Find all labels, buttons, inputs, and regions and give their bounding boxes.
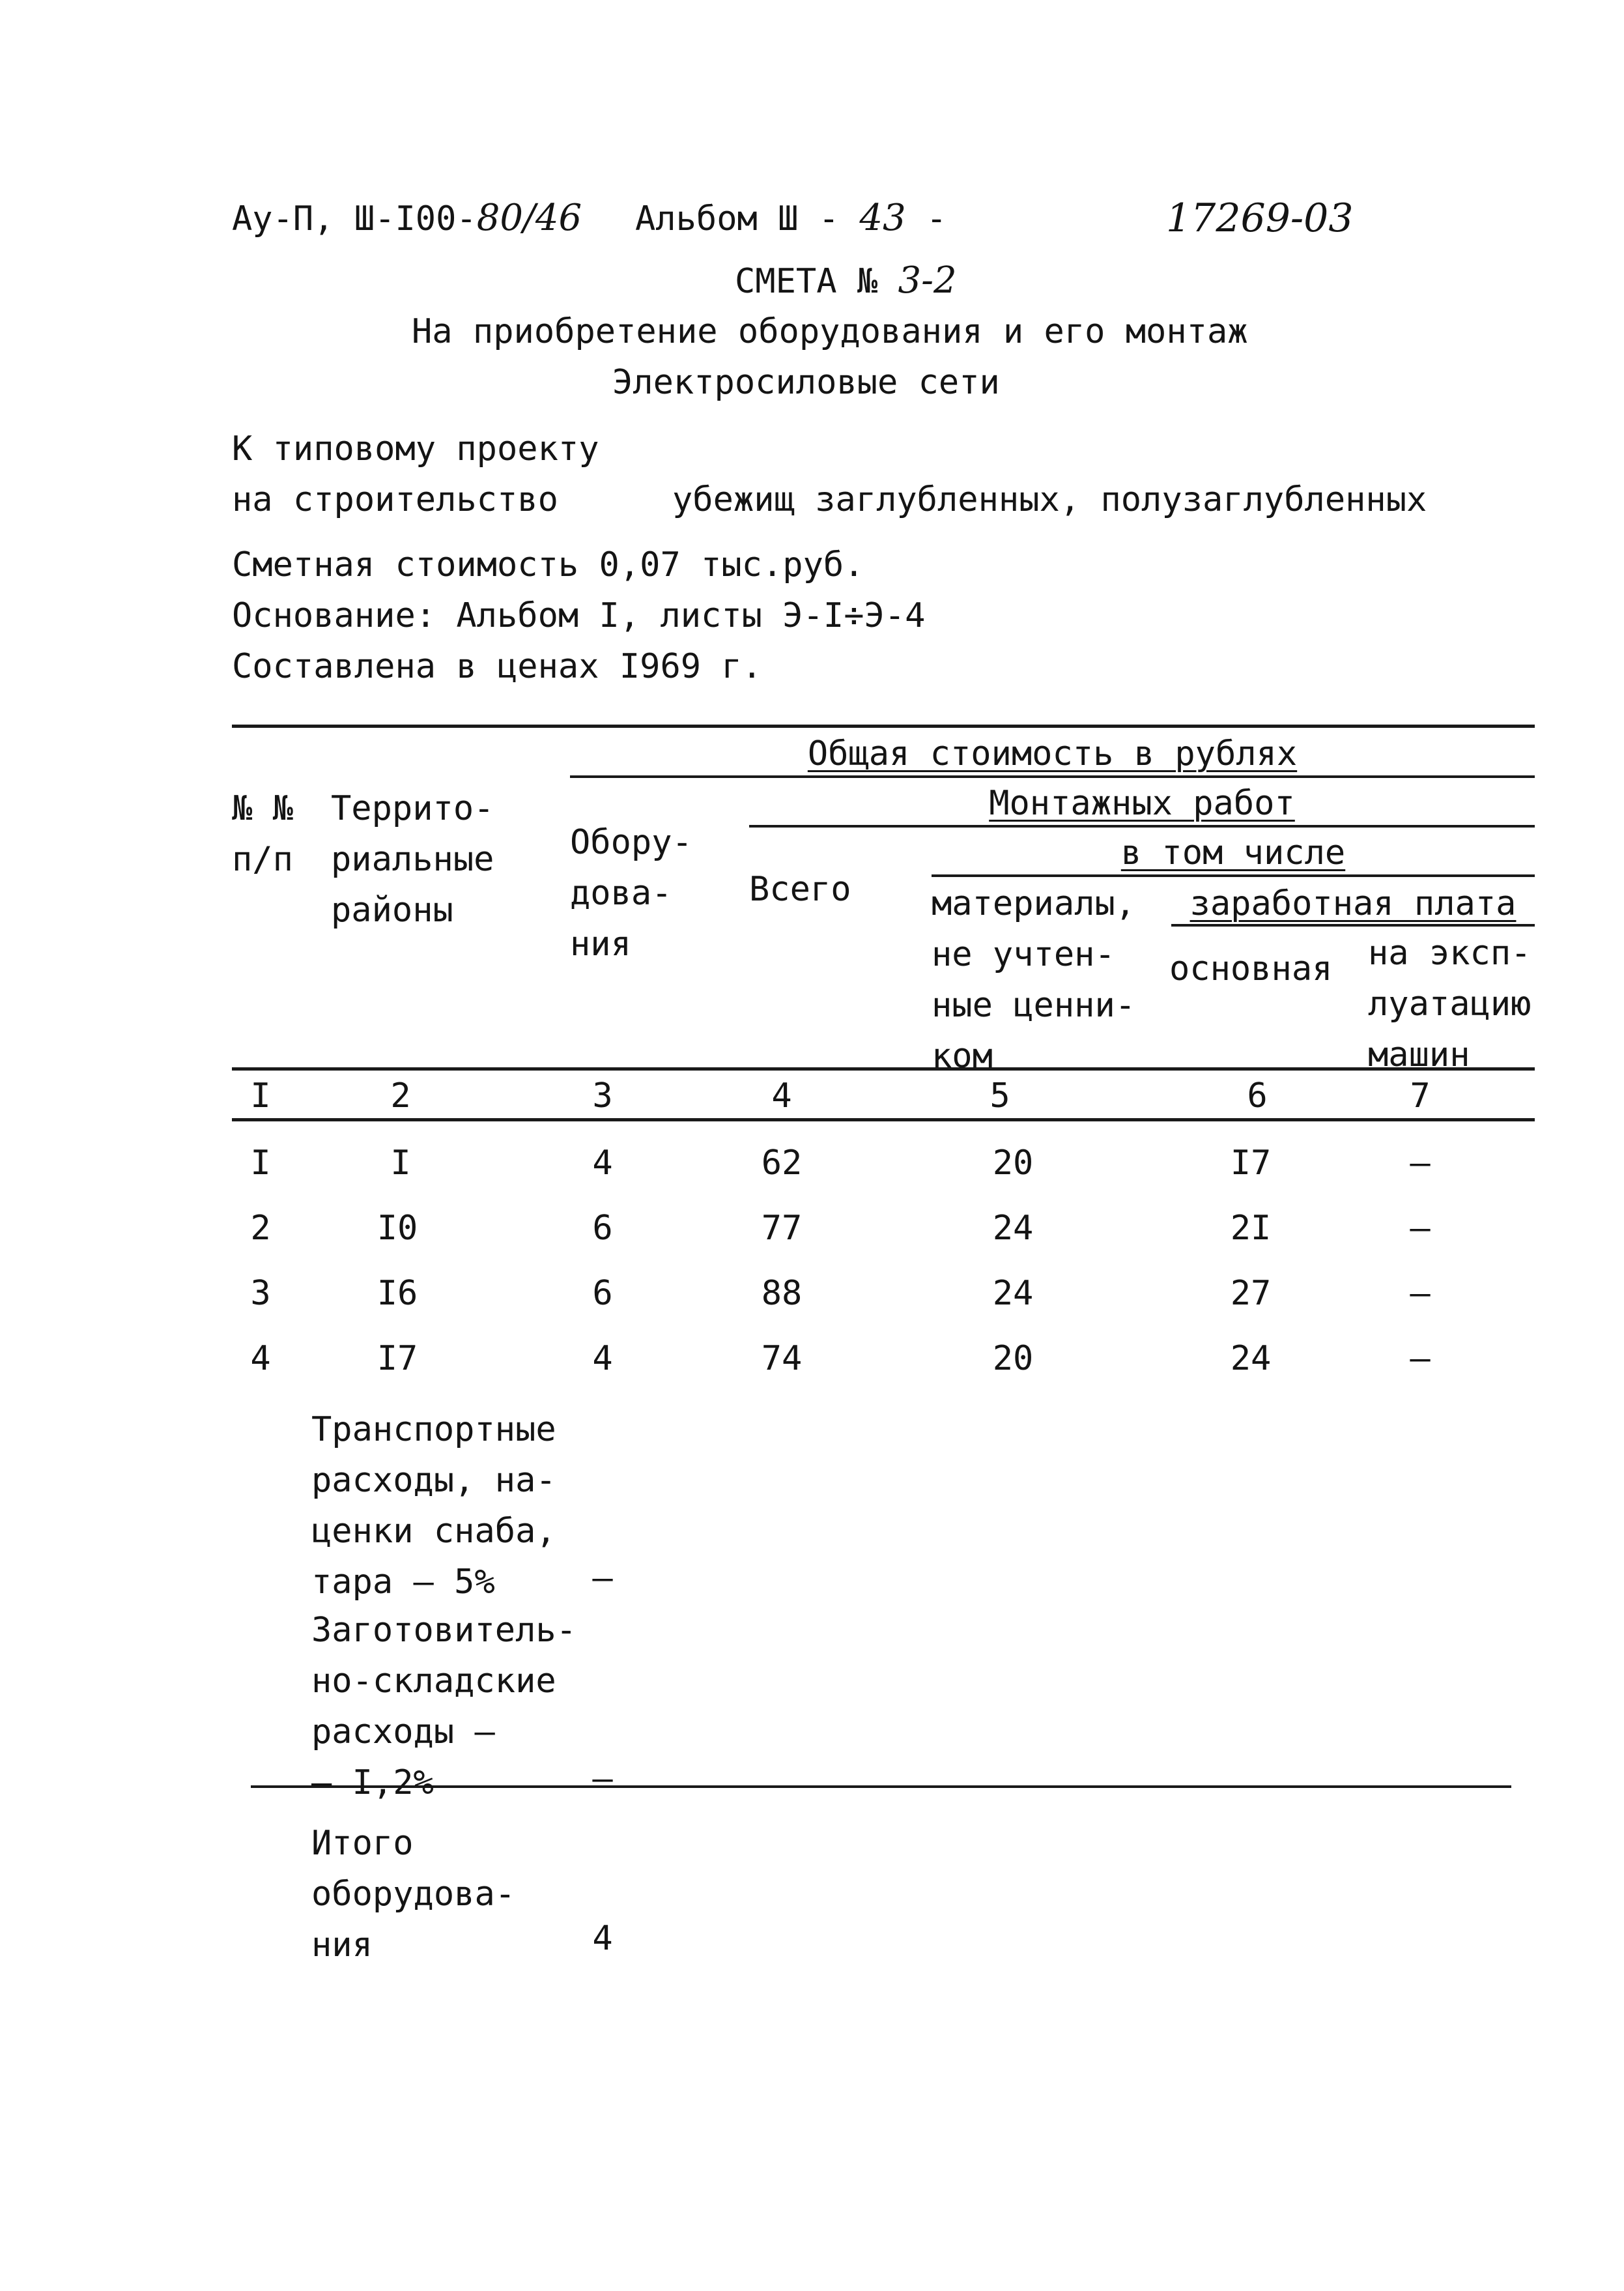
info-prices: Составлена в ценах I969 г.	[232, 647, 762, 686]
cell-equipment: 6	[592, 1274, 613, 1313]
cell-materials: 24	[992, 1274, 1034, 1313]
rule-header-bottom	[232, 1067, 1535, 1071]
header-equipment: Обору- дова- ния	[570, 823, 692, 964]
cell-row-number: I	[250, 1144, 271, 1183]
header-mount-works	[749, 778, 1535, 829]
col-number-2: 2	[390, 1076, 411, 1116]
cell-basic-wage: 2I	[1230, 1209, 1272, 1248]
transport-costs-label: Транспортные расходы, на- ценки снаба, тара – 5%	[311, 1410, 556, 1602]
cell-machine-wage: –	[1410, 1339, 1431, 1378]
col-number-7: 7	[1410, 1076, 1431, 1116]
info-construction-label: на строительство	[232, 480, 558, 519]
cell-materials: 20	[992, 1339, 1034, 1378]
cell-row-number: 3	[250, 1274, 271, 1313]
header-code	[232, 193, 582, 244]
document-number: 17269-03	[1166, 195, 1354, 241]
cell-total: 88	[761, 1274, 803, 1313]
header-code-text: Ау-П, Ш-I00-	[232, 199, 477, 238]
cell-territory: I6	[377, 1274, 418, 1313]
estimate-subject: На приобретение оборудования и его монтаж	[412, 312, 1248, 351]
rule-col-numbers-bottom	[232, 1118, 1535, 1121]
cell-total: 62	[761, 1144, 803, 1183]
header-basic-wage: основная	[1169, 949, 1333, 988]
header-mount-works-text: Монтажных работ	[989, 784, 1295, 823]
equipment-total-label: Итого оборудова- ния	[311, 1824, 516, 1965]
cell-equipment: 4	[592, 1144, 613, 1183]
cell-row-number: 4	[250, 1339, 271, 1378]
cell-total: 74	[761, 1339, 803, 1378]
header-territory: Террито- риальные районы	[331, 789, 494, 930]
header-row-number: № № п/п	[232, 789, 293, 879]
col-number-3: 3	[592, 1076, 613, 1116]
col-number-5: 5	[990, 1076, 1010, 1116]
storage-costs-value: –	[592, 1759, 613, 1798]
header-page-dash: -	[926, 199, 947, 238]
estimate-title-number: 3-2	[898, 259, 957, 302]
storage-costs-label: Заготовитель- но-складские расходы – – I,2%	[311, 1611, 577, 1802]
cell-machine-wage: –	[1410, 1209, 1431, 1248]
header-materials: материалы, не учтен- ные ценни- ком	[932, 884, 1136, 1076]
cell-territory: I	[390, 1144, 411, 1183]
info-cost: Сметная стоимость 0,07 тыс.руб.	[232, 545, 864, 584]
header-wage-text: заработная плата	[1190, 884, 1517, 923]
cell-basic-wage: 27	[1230, 1274, 1272, 1313]
header-wage	[1171, 878, 1535, 929]
header-including	[932, 828, 1535, 878]
cell-equipment: 4	[592, 1339, 613, 1378]
cell-materials: 24	[992, 1209, 1034, 1248]
col-number-1: I	[250, 1076, 271, 1116]
estimate-title-prefix: СМЕТА №	[735, 262, 878, 301]
header-code-handwritten: 80/46	[476, 197, 582, 239]
col-number-6: 6	[1247, 1076, 1268, 1116]
cell-basic-wage: I7	[1230, 1144, 1272, 1183]
transport-costs-value: –	[592, 1559, 613, 1598]
cell-territory: I7	[377, 1339, 418, 1378]
header-machine-wage: на эксп- луатацию машин	[1368, 934, 1531, 1074]
info-construction-object: убежищ заглубленных, полузаглубленных	[672, 480, 1427, 519]
col-number-4: 4	[771, 1076, 792, 1116]
cell-machine-wage: –	[1410, 1144, 1431, 1183]
info-project: К типовому проекту	[232, 429, 599, 468]
cell-territory: I0	[377, 1209, 418, 1248]
cell-equipment: 6	[592, 1209, 613, 1248]
cell-total: 77	[761, 1209, 803, 1248]
estimate-section: Электросиловые сети	[612, 363, 1000, 402]
header-including-text: в том числе	[1120, 833, 1346, 872]
header-page-number: 43	[859, 197, 906, 239]
cell-basic-wage: 24	[1230, 1339, 1272, 1378]
equipment-total-value: 4	[592, 1919, 613, 1958]
cell-row-number: 2	[250, 1209, 271, 1248]
header-total-cost-text: Общая стоимость в рублях	[807, 734, 1298, 773]
header-album	[635, 193, 947, 244]
header-album-text: Альбом Ш -	[635, 199, 840, 238]
estimate-title	[735, 255, 957, 307]
table-top-rule	[232, 725, 1535, 728]
cell-materials: 20	[992, 1144, 1034, 1183]
header-total-mount: Всего	[749, 870, 851, 909]
info-basis: Основание: Альбом I, листы Э-I÷Э-4	[232, 596, 926, 635]
header-total-cost	[570, 728, 1535, 779]
cell-machine-wage: –	[1410, 1274, 1431, 1313]
